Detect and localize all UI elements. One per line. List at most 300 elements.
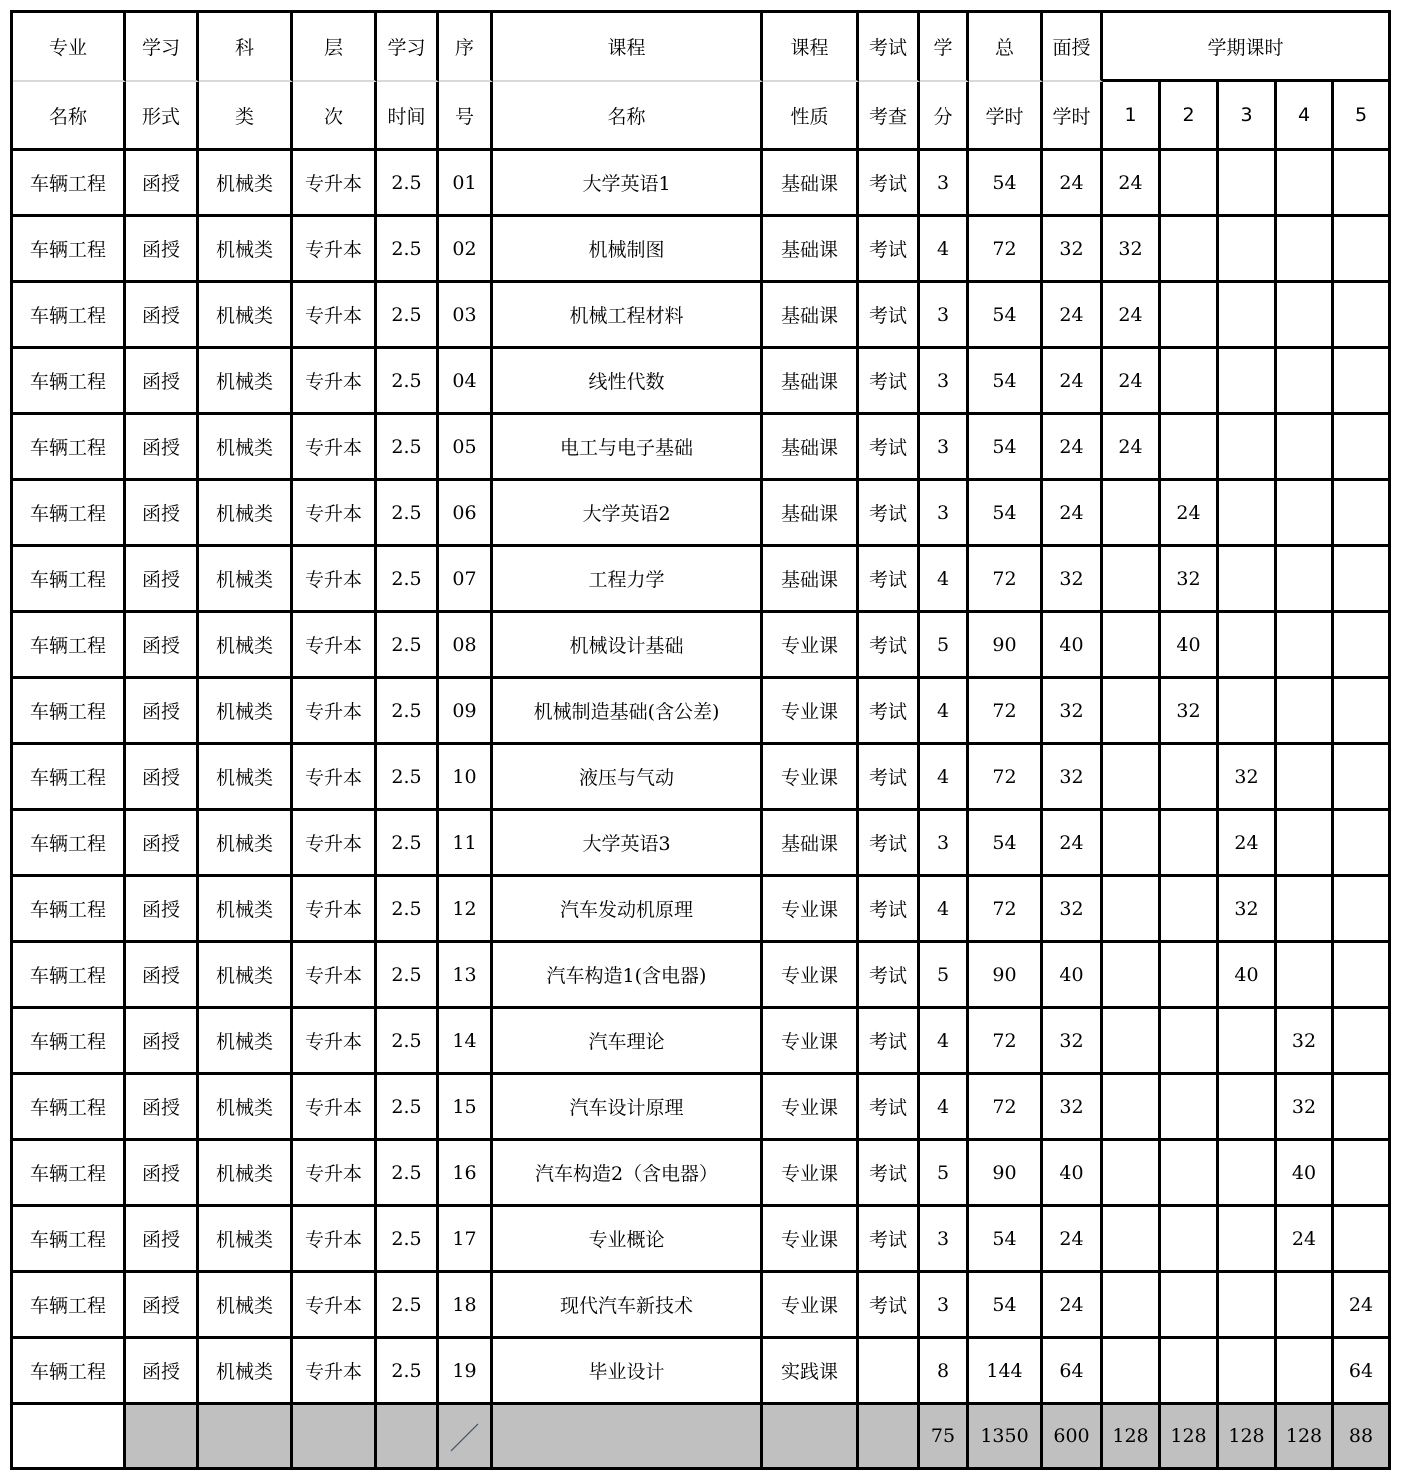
total-hours-cell: 72 (969, 217, 1043, 283)
level-cell: 专升本 (293, 613, 377, 679)
exam-type-cell: 考试 (859, 1009, 920, 1075)
exam-type-cell: 考试 (859, 481, 920, 547)
sem1-cell (1103, 877, 1161, 943)
subject-category-cell: 机械类 (199, 1141, 293, 1207)
face-hours-cell: 24 (1043, 151, 1103, 217)
total-hours-cell: 54 (969, 1273, 1043, 1339)
exam-type-cell: 考试 (859, 811, 920, 877)
face-hours-cell: 40 (1043, 1141, 1103, 1207)
total-major-cell (13, 1405, 126, 1470)
study-form-cell: 函授 (126, 877, 199, 943)
level-cell: 专升本 (293, 943, 377, 1009)
exam-type-cell: 考试 (859, 679, 920, 745)
total-hours-cell: 72 (969, 1009, 1043, 1075)
study-form-cell: 函授 (126, 745, 199, 811)
exam-type-cell: 考试 (859, 1207, 920, 1273)
study-duration-cell: 2.5 (377, 1075, 439, 1141)
sem5-cell (1334, 481, 1391, 547)
course-row (13, 1207, 1391, 1273)
sem2-cell: 24 (1161, 481, 1219, 547)
sem1-cell (1103, 745, 1161, 811)
header-total-hours: 总 (969, 13, 1043, 82)
total-sem3-cell: 128 (1219, 1405, 1277, 1470)
credits-cell: 3 (920, 349, 969, 415)
study-form-cell: 函授 (126, 1075, 199, 1141)
major-name-cell: 车辆工程 (13, 151, 126, 217)
sem5-cell (1334, 877, 1391, 943)
course-row (13, 481, 1391, 547)
sem1-cell: 24 (1103, 151, 1161, 217)
major-name-cell: 车辆工程 (13, 877, 126, 943)
level-cell: 专升本 (293, 811, 377, 877)
sem4-cell (1277, 415, 1334, 481)
sem3-cell (1219, 1339, 1277, 1405)
course-nature-cell: 专业课 (763, 1141, 859, 1207)
credits-cell: 3 (920, 811, 969, 877)
header-level: 层 (293, 13, 377, 82)
course-row (13, 613, 1391, 679)
credits-cell: 4 (920, 547, 969, 613)
header-subject-category-line2: 类 (199, 82, 293, 151)
seq-cell: 10 (439, 745, 493, 811)
level-cell: 专升本 (293, 481, 377, 547)
sem1-cell (1103, 1207, 1161, 1273)
sem3-cell (1219, 1141, 1277, 1207)
course-nature-cell: 基础课 (763, 283, 859, 349)
sem2-cell (1161, 1141, 1219, 1207)
level-cell: 专升本 (293, 1009, 377, 1075)
study-form-cell: 函授 (126, 415, 199, 481)
sem1-cell: 24 (1103, 349, 1161, 415)
sem4-cell: 32 (1277, 1075, 1334, 1141)
seq-cell: 01 (439, 151, 493, 217)
exam-type-cell: 考试 (859, 943, 920, 1009)
total-hours-cell: 54 (969, 349, 1043, 415)
sem2-cell (1161, 1339, 1219, 1405)
header-study-duration-line2: 时间 (377, 82, 439, 151)
subject-category-cell: 机械类 (199, 151, 293, 217)
course-nature-cell: 专业课 (763, 943, 859, 1009)
exam-type-cell: 考试 (859, 1075, 920, 1141)
sem2-cell (1161, 877, 1219, 943)
study-duration-cell: 2.5 (377, 217, 439, 283)
course-nature-cell: 专业课 (763, 745, 859, 811)
course-row (13, 151, 1391, 217)
sem5-cell (1334, 1141, 1391, 1207)
course-row (13, 943, 1391, 1009)
exam-type-cell: 考试 (859, 283, 920, 349)
course-row (13, 877, 1391, 943)
course-nature-cell: 专业课 (763, 1009, 859, 1075)
total-hours-cell: 144 (969, 1339, 1043, 1405)
study-duration-cell: 2.5 (377, 481, 439, 547)
major-name-cell: 车辆工程 (13, 1273, 126, 1339)
subject-category-cell: 机械类 (199, 481, 293, 547)
header-semester-hours-group: 学期课时 (1103, 13, 1391, 82)
major-name-cell: 车辆工程 (13, 217, 126, 283)
course-name-cell: 工程力学 (493, 547, 763, 613)
total-sem1-cell: 128 (1103, 1405, 1161, 1470)
sem2-cell: 32 (1161, 679, 1219, 745)
level-cell: 专升本 (293, 415, 377, 481)
course-name-cell: 汽车构造1(含电器) (493, 943, 763, 1009)
course-nature-cell: 专业课 (763, 1273, 859, 1339)
sem1-cell: 32 (1103, 217, 1161, 283)
face-hours-cell: 32 (1043, 217, 1103, 283)
sem2-cell (1161, 349, 1219, 415)
level-cell: 专升本 (293, 151, 377, 217)
sem5-cell (1334, 151, 1391, 217)
header-semester-1: 1 (1103, 82, 1161, 151)
study-duration-cell: 2.5 (377, 151, 439, 217)
total-seq-slash-cell: ／ (439, 1405, 493, 1470)
study-form-cell: 函授 (126, 1339, 199, 1405)
credits-cell: 8 (920, 1339, 969, 1405)
course-nature-cell: 专业课 (763, 1075, 859, 1141)
credits-cell: 4 (920, 217, 969, 283)
seq-cell: 19 (439, 1339, 493, 1405)
level-cell: 专升本 (293, 1075, 377, 1141)
major-name-cell: 车辆工程 (13, 811, 126, 877)
total-row (13, 1405, 1391, 1470)
course-row (13, 1075, 1391, 1141)
sem2-cell (1161, 415, 1219, 481)
level-cell: 专升本 (293, 217, 377, 283)
study-duration-cell: 2.5 (377, 1207, 439, 1273)
seq-cell: 15 (439, 1075, 493, 1141)
level-cell: 专升本 (293, 877, 377, 943)
face-hours-cell: 64 (1043, 1339, 1103, 1405)
sem5-cell (1334, 1009, 1391, 1075)
sem4-cell (1277, 151, 1334, 217)
study-duration-cell: 2.5 (377, 415, 439, 481)
study-duration-cell: 2.5 (377, 679, 439, 745)
course-name-cell: 机械制图 (493, 217, 763, 283)
sem3-cell (1219, 679, 1277, 745)
major-name-cell: 车辆工程 (13, 547, 126, 613)
study-form-cell: 函授 (126, 547, 199, 613)
level-cell: 专升本 (293, 679, 377, 745)
study-duration-cell: 2.5 (377, 943, 439, 1009)
header-course-nature: 课程 (763, 13, 859, 82)
course-row (13, 283, 1391, 349)
total-hours-cell: 54 (969, 481, 1043, 547)
sem2-cell: 32 (1161, 547, 1219, 613)
face-hours-cell: 40 (1043, 613, 1103, 679)
sem3-cell: 32 (1219, 745, 1277, 811)
major-name-cell: 车辆工程 (13, 1339, 126, 1405)
credits-cell: 3 (920, 481, 969, 547)
seq-cell: 07 (439, 547, 493, 613)
header-credits: 学 (920, 13, 969, 82)
header-course-name-line2: 名称 (493, 82, 763, 151)
sem5-cell (1334, 811, 1391, 877)
total-sem5-cell: 88 (1334, 1405, 1391, 1470)
header-subject-category: 科 (199, 13, 293, 82)
seq-cell: 02 (439, 217, 493, 283)
subject-category-cell: 机械类 (199, 349, 293, 415)
total-sem2-cell: 128 (1161, 1405, 1219, 1470)
course-row (13, 811, 1391, 877)
major-name-cell: 车辆工程 (13, 613, 126, 679)
header-study-form: 学习 (126, 13, 199, 82)
seq-cell: 16 (439, 1141, 493, 1207)
course-name-cell: 专业概论 (493, 1207, 763, 1273)
face-hours-cell: 24 (1043, 481, 1103, 547)
study-form-cell: 函授 (126, 1207, 199, 1273)
sem5-cell (1334, 613, 1391, 679)
table-body (13, 151, 1391, 1405)
course-row (13, 415, 1391, 481)
sem1-cell (1103, 547, 1161, 613)
credits-cell: 3 (920, 283, 969, 349)
major-name-cell: 车辆工程 (13, 283, 126, 349)
course-row (13, 547, 1391, 613)
sem5-cell (1334, 283, 1391, 349)
subject-category-cell: 机械类 (199, 811, 293, 877)
seq-cell: 08 (439, 613, 493, 679)
subject-category-cell: 机械类 (199, 1339, 293, 1405)
major-name-cell: 车辆工程 (13, 679, 126, 745)
sem4-cell (1277, 811, 1334, 877)
face-hours-cell: 32 (1043, 1009, 1103, 1075)
sem5-cell (1334, 1075, 1391, 1141)
level-cell: 专升本 (293, 1273, 377, 1339)
course-name-cell: 大学英语3 (493, 811, 763, 877)
header-course-nature-line2: 性质 (763, 82, 859, 151)
sem2-cell (1161, 1207, 1219, 1273)
header-semester-3: 3 (1219, 82, 1277, 151)
study-form-cell: 函授 (126, 151, 199, 217)
credits-cell: 5 (920, 613, 969, 679)
table-footer (13, 1405, 1391, 1470)
study-form-cell: 函授 (126, 283, 199, 349)
sem3-cell (1219, 283, 1277, 349)
level-cell: 专升本 (293, 283, 377, 349)
sem4-cell (1277, 745, 1334, 811)
study-duration-cell: 2.5 (377, 283, 439, 349)
face-hours-cell: 40 (1043, 943, 1103, 1009)
course-name-cell: 机械设计基础 (493, 613, 763, 679)
course-row (13, 349, 1391, 415)
sem2-cell (1161, 745, 1219, 811)
credits-cell: 5 (920, 1141, 969, 1207)
major-name-cell: 车辆工程 (13, 481, 126, 547)
sem3-cell (1219, 349, 1277, 415)
course-nature-cell: 基础课 (763, 547, 859, 613)
total-nature-cell (763, 1405, 859, 1470)
major-name-cell: 车辆工程 (13, 415, 126, 481)
header-level-line2: 次 (293, 82, 377, 151)
credits-cell: 4 (920, 745, 969, 811)
course-row (13, 679, 1391, 745)
sem2-cell (1161, 811, 1219, 877)
total-level-cell (293, 1405, 377, 1470)
major-name-cell: 车辆工程 (13, 349, 126, 415)
major-name-cell: 车辆工程 (13, 1075, 126, 1141)
credits-cell: 3 (920, 415, 969, 481)
sem2-cell: 40 (1161, 613, 1219, 679)
course-nature-cell: 专业课 (763, 877, 859, 943)
face-hours-cell: 32 (1043, 1075, 1103, 1141)
course-name-cell: 液压与气动 (493, 745, 763, 811)
sem1-cell (1103, 1339, 1161, 1405)
header-major-name-line2: 名称 (13, 82, 126, 151)
sem4-cell (1277, 943, 1334, 1009)
header-study-form-line2: 形式 (126, 82, 199, 151)
seq-cell: 14 (439, 1009, 493, 1075)
header-credits-line2: 分 (920, 82, 969, 151)
course-row (13, 745, 1391, 811)
sem1-cell (1103, 481, 1161, 547)
study-duration-cell: 2.5 (377, 1009, 439, 1075)
course-row (13, 1339, 1391, 1405)
course-name-cell: 汽车构造2（含电器） (493, 1141, 763, 1207)
major-name-cell: 车辆工程 (13, 1009, 126, 1075)
sem3-cell (1219, 1273, 1277, 1339)
course-name-cell: 线性代数 (493, 349, 763, 415)
study-form-cell: 函授 (126, 217, 199, 283)
course-nature-cell: 基础课 (763, 151, 859, 217)
subject-category-cell: 机械类 (199, 1273, 293, 1339)
study-form-cell: 函授 (126, 1141, 199, 1207)
face-hours-cell: 24 (1043, 415, 1103, 481)
sem3-cell: 32 (1219, 877, 1277, 943)
seq-cell: 06 (439, 481, 493, 547)
face-hours-cell: 24 (1043, 1273, 1103, 1339)
subject-category-cell: 机械类 (199, 1009, 293, 1075)
credits-cell: 4 (920, 1075, 969, 1141)
study-duration-cell: 2.5 (377, 613, 439, 679)
sem3-cell (1219, 151, 1277, 217)
sem5-cell (1334, 1207, 1391, 1273)
course-name-cell: 现代汽车新技术 (493, 1273, 763, 1339)
subject-category-cell: 机械类 (199, 745, 293, 811)
sem1-cell (1103, 943, 1161, 1009)
seq-cell: 12 (439, 877, 493, 943)
face-hours-cell: 24 (1043, 283, 1103, 349)
study-duration-cell: 2.5 (377, 811, 439, 877)
subject-category-cell: 机械类 (199, 613, 293, 679)
credits-cell: 4 (920, 1009, 969, 1075)
study-form-cell: 函授 (126, 679, 199, 745)
sem1-cell (1103, 679, 1161, 745)
study-duration-cell: 2.5 (377, 1273, 439, 1339)
sem2-cell (1161, 217, 1219, 283)
subject-category-cell: 机械类 (199, 283, 293, 349)
sem4-cell (1277, 679, 1334, 745)
exam-type-cell: 考试 (859, 613, 920, 679)
major-name-cell: 车辆工程 (13, 943, 126, 1009)
course-name-cell: 电工与电子基础 (493, 415, 763, 481)
sem1-cell (1103, 811, 1161, 877)
major-name-cell: 车辆工程 (13, 1141, 126, 1207)
seq-cell: 04 (439, 349, 493, 415)
seq-cell: 17 (439, 1207, 493, 1273)
total-hours-cell: 54 (969, 415, 1043, 481)
course-name-cell: 大学英语2 (493, 481, 763, 547)
exam-type-cell: 考试 (859, 1273, 920, 1339)
face-hours-cell: 24 (1043, 1207, 1103, 1273)
sem2-cell (1161, 1009, 1219, 1075)
credits-cell: 3 (920, 151, 969, 217)
sem4-cell (1277, 349, 1334, 415)
curriculum-table (10, 10, 1391, 1470)
total-hours-cell: 54 (969, 811, 1043, 877)
level-cell: 专升本 (293, 745, 377, 811)
total-hours-cell: 72 (969, 547, 1043, 613)
sem3-cell: 24 (1219, 811, 1277, 877)
level-cell: 专升本 (293, 1207, 377, 1273)
study-form-cell: 函授 (126, 811, 199, 877)
face-hours-cell: 32 (1043, 877, 1103, 943)
credits-cell: 4 (920, 877, 969, 943)
sem5-cell (1334, 745, 1391, 811)
sem2-cell (1161, 943, 1219, 1009)
seq-cell: 03 (439, 283, 493, 349)
total-hours-cell: 90 (969, 1141, 1043, 1207)
sem1-cell (1103, 1009, 1161, 1075)
course-row (13, 1273, 1391, 1339)
course-nature-cell: 基础课 (763, 811, 859, 877)
sem2-cell (1161, 1075, 1219, 1141)
face-hours-cell: 24 (1043, 349, 1103, 415)
total-hours-cell: 72 (969, 877, 1043, 943)
sem5-cell (1334, 349, 1391, 415)
sem2-cell (1161, 151, 1219, 217)
total-credits-cell: 75 (920, 1405, 969, 1470)
header-face-hours-line2: 学时 (1043, 82, 1103, 151)
course-name-cell: 机械工程材料 (493, 283, 763, 349)
exam-type-cell: 考试 (859, 547, 920, 613)
study-duration-cell: 2.5 (377, 745, 439, 811)
study-duration-cell: 2.5 (377, 349, 439, 415)
subject-category-cell: 机械类 (199, 547, 293, 613)
sem3-cell (1219, 217, 1277, 283)
face-hours-cell: 32 (1043, 679, 1103, 745)
sem5-cell (1334, 415, 1391, 481)
sem5-cell (1334, 679, 1391, 745)
sem2-cell (1161, 283, 1219, 349)
sem4-cell (1277, 217, 1334, 283)
header-seq-line2: 号 (439, 82, 493, 151)
course-name-cell: 汽车理论 (493, 1009, 763, 1075)
course-row (13, 1009, 1391, 1075)
study-duration-cell: 2.5 (377, 547, 439, 613)
header-seq: 序 (439, 13, 493, 82)
subject-category-cell: 机械类 (199, 679, 293, 745)
total-duration-cell (377, 1405, 439, 1470)
study-form-cell: 函授 (126, 943, 199, 1009)
header-exam-type-line2: 考查 (859, 82, 920, 151)
sem1-cell: 24 (1103, 415, 1161, 481)
sem3-cell (1219, 1207, 1277, 1273)
total-course-cell (493, 1405, 763, 1470)
subject-category-cell: 机械类 (199, 1075, 293, 1141)
course-nature-cell: 基础课 (763, 415, 859, 481)
seq-cell: 05 (439, 415, 493, 481)
sem4-cell: 24 (1277, 1207, 1334, 1273)
sem1-cell (1103, 1141, 1161, 1207)
sem1-cell (1103, 613, 1161, 679)
header-row-bottom (13, 82, 1391, 151)
level-cell: 专升本 (293, 1339, 377, 1405)
total-exam-cell (859, 1405, 920, 1470)
level-cell: 专升本 (293, 1141, 377, 1207)
sem4-cell: 40 (1277, 1141, 1334, 1207)
sem4-cell (1277, 283, 1334, 349)
course-row (13, 1141, 1391, 1207)
